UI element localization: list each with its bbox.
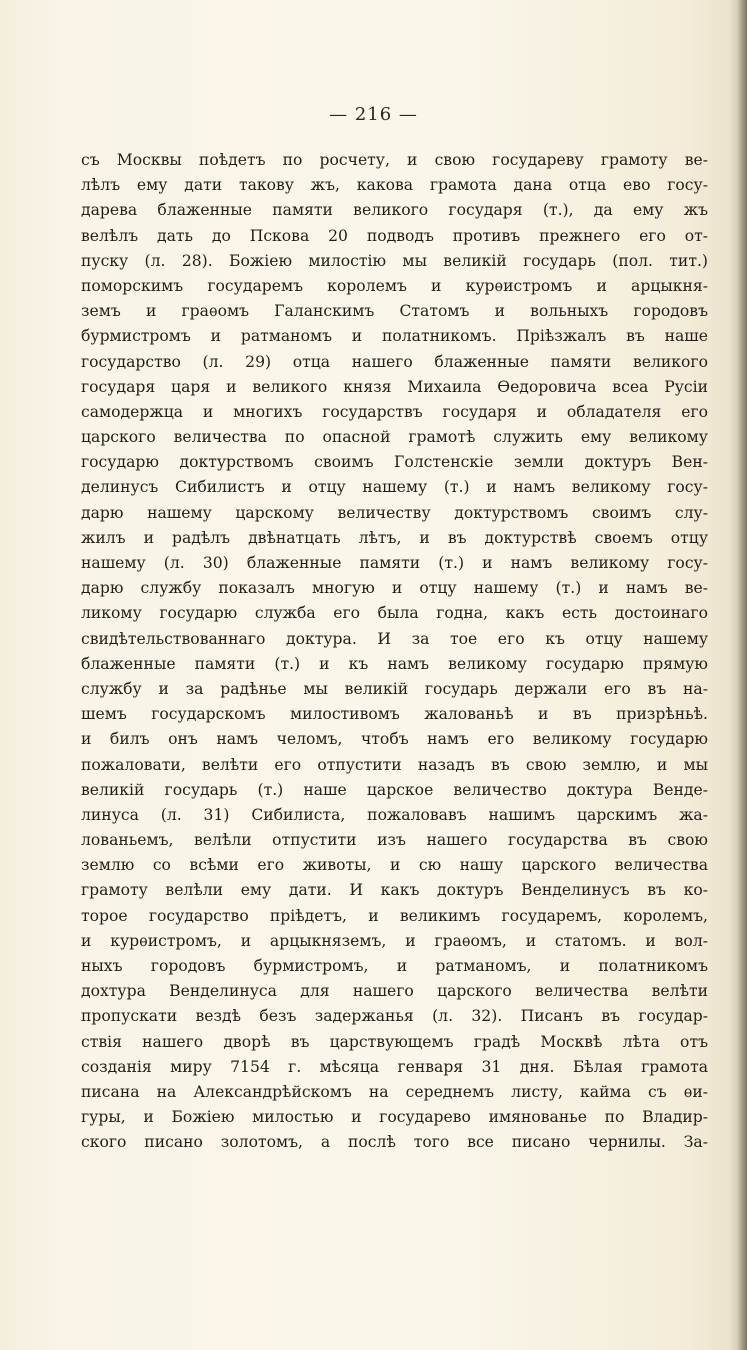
text-line: и курѳистромъ, и арцыкняземъ, и граѳомъ, и статомъ. и вол- bbox=[81, 931, 708, 950]
text-line: службу и за радѣнье мы великiй государь держали его въ на- bbox=[81, 679, 708, 698]
text-line: земъ и граѳомъ Галанскимъ Статомъ и вольныхъ городовъ bbox=[81, 302, 708, 321]
text-line: ныхъ городовъ бурмистромъ, и ратманомъ, и полатникомъ bbox=[81, 957, 708, 975]
text-line: ствiя нашего дворѣ въ царствующемъ градѣ Москвѣ лѣта отъ bbox=[81, 1032, 708, 1051]
text-line: землю со всѣми его животы, и сю нашу царского величества bbox=[81, 856, 708, 875]
text-line: блаженные памяти (т.) и къ намъ великому государю прямую bbox=[81, 654, 708, 673]
text-line: шемъ государскомъ милостивомъ жалованьѣ и въ призрѣньѣ. bbox=[81, 705, 708, 724]
text-line: царского величества по опасной грамотѣ служить ему великому bbox=[81, 428, 708, 447]
text-line: свидѣтельствованнаго доктура. И за тое его къ отцу нашему bbox=[81, 629, 708, 648]
text-line: дарю службу показалъ многую и отцу нашему (т.) и намъ ве- bbox=[81, 579, 708, 598]
text-line: писана на Александрѣйскомъ на середнемъ листу, кайма съ ѳи- bbox=[81, 1082, 708, 1101]
text-line: жилъ и радѣлъ двѣнатцать лѣтъ, и въ доктурствѣ своемъ отцу bbox=[81, 528, 708, 547]
text-line: дарю нашему царскому величеству доктурствомъ своимъ слу- bbox=[81, 503, 708, 522]
text-line: нашему (л. 30) блаженные памяти (т.) и намъ великому госу- bbox=[81, 554, 708, 572]
text-line: съ Москвы поѣдетъ по росчету, и свою государеву грамоту ве- bbox=[81, 151, 708, 169]
text-line: дарева блаженные памяти великого государя (т.), да ему жъ bbox=[81, 201, 708, 220]
text-line: велѣлъ дать до Пскова 20 подводъ противъ прежнего его от- bbox=[81, 226, 708, 245]
text-line: лованьемъ, велѣли отпустити изъ нашего государства въ свою bbox=[81, 831, 708, 850]
text-line: созданiя миру 7154 г. мѣсяца генваря 31 дня. Бѣлая грамота bbox=[81, 1057, 708, 1076]
text-line: грамоту велѣли ему дати. И какъ доктуръ Венделинусъ въ ко- bbox=[81, 881, 708, 900]
body-text bbox=[81, 148, 708, 1156]
text-line: торое государство прiѣдетъ, и великимъ государемъ, королемъ, bbox=[81, 906, 708, 925]
text-line: государя царя и великого князя Михаила Ѳедоровича всеа Русiи bbox=[81, 377, 708, 396]
text-line: дохтура Венделинуса для нашего царского величества велѣти bbox=[81, 982, 708, 1001]
text-line: бурмистромъ и ратманомъ и полатникомъ. Прiѣзжалъ въ наше bbox=[81, 327, 708, 346]
text-line: гуры, и Божiею милостью и государево имянованье по Владир- bbox=[81, 1108, 708, 1127]
text-line: пропускати вездѣ безъ задержанья (л. 32). Писанъ въ государ- bbox=[81, 1007, 708, 1026]
text-line: и билъ онъ намъ челомъ, чтобъ намъ его великому государю bbox=[81, 730, 708, 749]
text-line: государство (л. 29) отца нашего блаженные памяти великого bbox=[81, 352, 708, 371]
text-line: ликому государю служба его была годна, какъ есть достоинаго bbox=[81, 604, 708, 623]
text-line: линуса (л. 31) Сибилиста, пожаловавъ нашимъ царскимъ жа- bbox=[81, 805, 708, 824]
text-line: великiй государь (т.) наше царское величество доктура Венде- bbox=[81, 780, 708, 799]
text-line: самодержца и многихъ государствъ государя и обладателя его bbox=[81, 402, 708, 421]
text-line: делинусъ Сибилистъ и отцу нашему (т.) и намъ великому госу- bbox=[81, 478, 708, 497]
text-line: ского писано золотомъ, а послѣ того все писано чернилы. За- bbox=[81, 1133, 708, 1152]
text-line: поморскимъ государемъ королемъ и курѳистромъ и арцыкня- bbox=[81, 276, 708, 295]
text-line: пожаловати, велѣти его отпустити назадъ въ свою землю, и мы bbox=[81, 755, 708, 774]
text-line: лѣлъ ему дати такову жъ, какова грамота дана отца ево госу- bbox=[81, 176, 708, 195]
text-line: пуску (л. 28). Божiею милостiю мы великiй государь (пол. тит.) bbox=[81, 251, 708, 270]
page-number: — 216 — bbox=[329, 104, 418, 125]
text-line: государю доктурствомъ своимъ Голстенскiе земли доктуръ Вен- bbox=[81, 453, 708, 472]
page-edge-shadow bbox=[729, 0, 747, 1350]
